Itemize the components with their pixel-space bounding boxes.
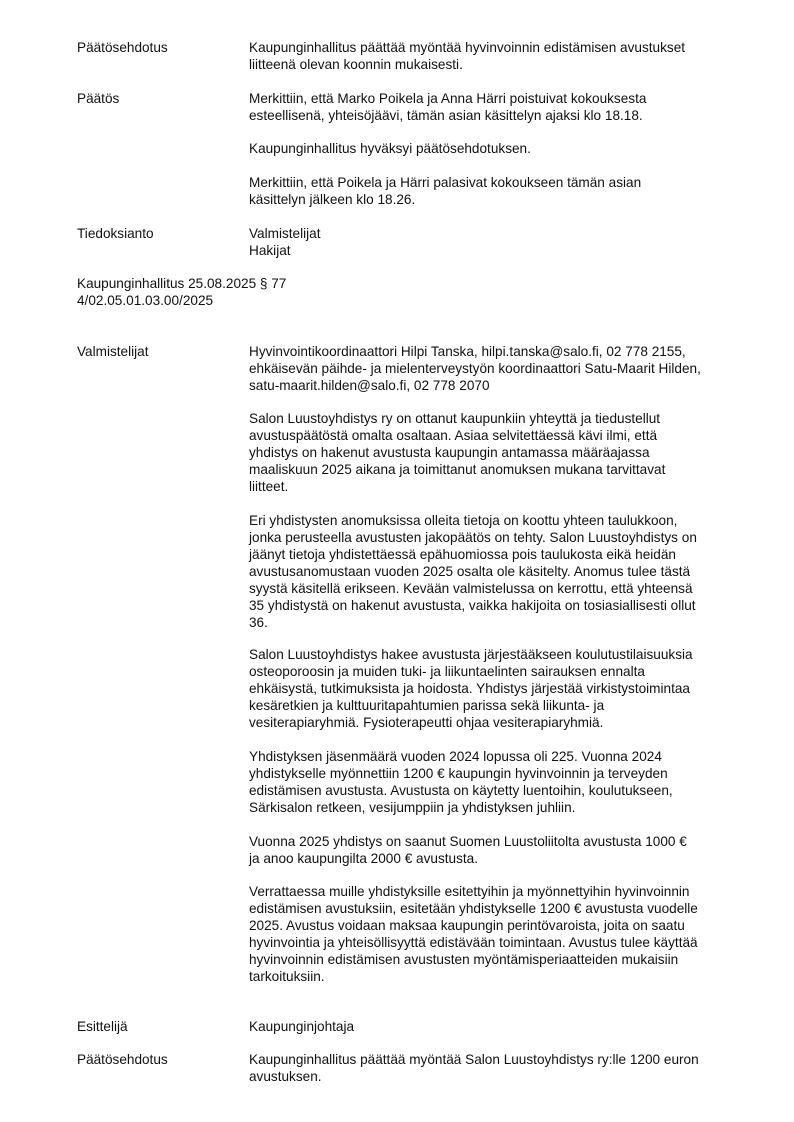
text-line: osteoporoosin ja muiden tuki- ja liikuntaelinten sairauksen ennalta [249, 664, 645, 679]
notice-label: Tiedoksianto [77, 226, 154, 241]
paragraph-4 [249, 748, 673, 816]
text-line: Kaupunginhallitus päättää myöntää hyvinvoinnin edistämisen avustukset [249, 40, 686, 55]
text-line: edistämisen avustuksiin, esitetään yhdistykselle 1200 € avustusta vuodelle [249, 901, 698, 916]
notice-recipients [249, 225, 321, 259]
decision-label: Päätös [77, 91, 120, 106]
text-line: Hakijat [249, 243, 291, 258]
presenter-label: Esittelijä [77, 1019, 128, 1034]
paragraph-2 [249, 512, 697, 631]
paragraph-6 [249, 883, 698, 985]
text-line: 36. [249, 615, 268, 630]
text-line: yhdistys on hakenut avustusta kaupungin antamassa määräajassa [249, 445, 650, 460]
text-line: Verrattaessa muille yhdistyksille esitettyihin ja myönnettyihin hyvinvoinnin [249, 884, 690, 899]
paragraph-5 [249, 833, 687, 867]
text-line: Yhdistyksen jäsenmäärä vuoden 2024 lopussa oli 225. Vuonna 2024 [249, 749, 662, 764]
text-line: Salon Luustoyhdistys hakee avustusta järjestääkseen koulutustilaisuuksia [249, 647, 693, 662]
text-line: kesäretkien ja kulttuuritapahtumien parissa sekä liikunta- ja [249, 698, 605, 713]
case-number: 4/02.05.01.03.00/2025 [77, 293, 214, 308]
text-line: yhdistykselle myönnettiin 1200 € kaupungin hyvinvoinnin ja terveyden [249, 766, 668, 781]
final-proposal-text [249, 1051, 699, 1085]
text-line: satu-maarit.hilden@salo.fi, 02 778 2070 [249, 378, 490, 393]
text-line: liitteenä olevan koonnin mukaisesti. [249, 57, 463, 72]
paragraph-1 [249, 410, 665, 495]
text-line: avustusanomustaan vuoden 2025 osalta ole käsitelty. Anomus tulee tästä [249, 564, 691, 579]
text-line: jäänyt tietoja yhdistettäessä epähuomiossa pois taulukosta eikä heidän [249, 547, 676, 562]
decision-paragraph-3 [249, 174, 641, 208]
text-line: Kaupunginhallitus hyväksyi päätösehdotuksen. [249, 141, 531, 156]
text-line: tarkoituksiin. [249, 969, 325, 984]
text-line: Vuonna 2025 yhdistys on saanut Suomen Luustoliitolta avustusta 1000 € [249, 834, 687, 849]
text-line: ja anoo kaupungilta 2000 € avustusta. [249, 851, 479, 866]
text-line: hyvinvointia ja yhteisöllisyyttä edistävään toimintaan. Avustus tulee käyttää [249, 935, 698, 950]
decision-paragraph-2 [249, 140, 531, 157]
text-line: avustuksen. [249, 1069, 322, 1084]
final-proposal-label: Päätösehdotus [77, 1052, 168, 1067]
text-line: Merkittiin, että Poikela ja Härri palasivat kokoukseen tämän asian [249, 175, 642, 190]
text-line: ehkäisevän päihde- ja mielenterveystyön koordinaattori Satu-Maarit Hilden, [249, 361, 701, 376]
text-line: Eri yhdistysten anomuksissa olleita tietoja on koottu yhteen taulukkoon, [249, 513, 678, 528]
text-line: hyvinvoinnin edistämisen avustusten myöntämisperiaatteiden mukaisiin [249, 952, 679, 967]
text-line: edistämisen avustusta. Avustusta on käytetty luentoihin, koulutukseen, [249, 783, 673, 798]
text-line: liitteet. [249, 479, 289, 494]
text-line: jonka perusteella avustusten jakopäätös on tehty. Salon Luustoyhdistys on [249, 530, 697, 545]
text-line: Valmistelijat [249, 226, 321, 241]
paragraph-3 [249, 646, 693, 731]
preparers-contacts [249, 343, 701, 394]
preparers-label: Valmistelijat [77, 344, 149, 359]
text-line: avustuspäätöstä omalta osaltaan. Asiaa selvitettäessä kävi ilmi, että [249, 428, 658, 443]
text-line: syystä käsitellä erikseen. Kevään valmistelussa on kerrottu, että yhteensä [249, 581, 693, 596]
text-line: ehkäisystä, tutkimuksista ja hoidosta. Yhdistys järjestää virkistystoimintaa [249, 681, 690, 696]
text-line: käsittelyn jälkeen klo 18.26. [249, 192, 416, 207]
text-line: 2025. Avustus voidaan maksaa kaupungin perintövaroista, joita on saatu [249, 918, 685, 933]
text-line: vesiterapiaryhmiä. Fysioterapeutti ohjaa vesiterapiaryhmiä. [249, 715, 604, 730]
text-line: Särkisalon retkeen, vesijumppiin ja yhdistyksen juhliin. [249, 800, 576, 815]
text-line: Salon Luustoyhdistys ry on ottanut kaupunkiin yhteyttä ja tiedustellut [249, 411, 661, 426]
proposal-label: Päätösehdotus [77, 40, 168, 55]
meeting-title: Kaupunginhallitus 25.08.2025 § 77 [77, 276, 287, 291]
meeting-reference [77, 275, 286, 309]
text-line: maaliskuun 2025 aikana ja toimittanut anomuksen mukana tarvittavat [249, 462, 666, 477]
decision-paragraph-1 [249, 90, 646, 124]
text-line: Merkittiin, että Marko Poikela ja Anna Härri poistuivat kokouksesta [249, 91, 647, 106]
presenter-value: Kaupunginjohtaja [249, 1019, 355, 1034]
text-line: Hyvinvointikoordinaattori Hilpi Tanska, hilpi.tanska@salo.fi, 02 778 2155, [249, 344, 686, 359]
text-line: 35 yhdistystä on hakenut avustusta, vaikka hakijoita on tosiasiallisesti ollut [249, 598, 696, 613]
text-line: Kaupunginhallitus päättää myöntää Salon Luustoyhdistys ry:lle 1200 euron [249, 1052, 699, 1067]
text-line: esteellisenä, yhteisöjäävi, tämän asian käsittelyn ajaksi klo 18.18. [249, 108, 643, 123]
proposal-text [249, 39, 685, 73]
